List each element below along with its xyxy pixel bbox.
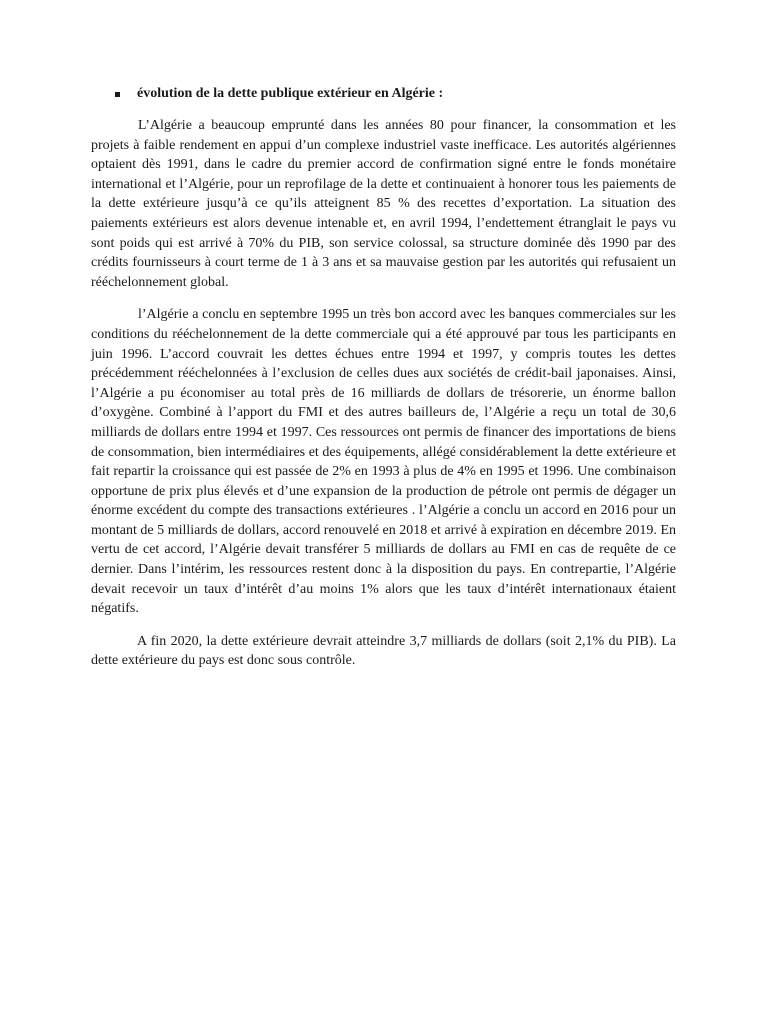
section-heading: évolution de la dette publique extérieur en Algérie : <box>137 86 444 101</box>
paragraph-2: l’Algérie a conclu en septembre 1995 un très bon accord avec les banques commerciales sur les conditions du rééchelonnement de la dette commerciale qui a été approuvé par tous les participants en juin 1996. L’accord couvrait les dettes échues entre 1994 et 1997, y compris toutes les dettes précédemment rééchelonnées à l’exclusion de celles dues aux sociétés de crédit-bail japonaises. Ainsi, l’Algérie a pu économiser au total près de 16 milliards de dollars de trésorerie, un énorme ballon d’oxygène. Combiné à l’apport du FMI et des autres bailleurs de, l’Algérie a reçu un total de 30,6 milliards de dollars entre 1994 et 1997. Ces ressources ont permis de financer des importations de biens de consommation, bien intermédiaires et des équipements, allégé considérablement la dette extérieure et fait repartir la croissance qui est passée de 2% en 1993 à plus de 4% en 1995 et 1996. Une combinaison opportune de prix plus élevés et d’une expansion de la production de pétrole ont permis de dégager un énorme excédent du compte des transactions extérieures . l’Algérie a conclu un accord en 2016 pour un montant de 5 milliards de dollars, accord renouvelé en 2018 et arrivé à expiration en décembre 2019. En vertu de cet accord, l’Algérie devait transférer 5 milliards de dollars au FMI en cas de requête de ce dernier. Dans l’intérim, les ressources restent donc à la disposition du pays. En contrepartie, l’Algérie devait recevoir un taux d’intérêt d’au moins 1% alors que les taux d’intérêt internationaux étaient négatifs. <box>91 307 676 617</box>
paragraph-3: A fin 2020, la dette extérieure devrait atteindre 3,7 milliards de dollars (soit 2,1% du PIB). La dette extérieure du pays est donc sous contrôle. <box>91 633 676 669</box>
document-body <box>91 84 676 684</box>
section-heading-row <box>91 84 676 106</box>
paragraph-1: L’Algérie a beaucoup emprunté dans les années 80 pour financer, la consommation et les projets à faible rendement en appui d’un complexe industriel vaste inefficace. Les autorités algériennes optaient dès 1991, dans le cadre du premier accord de confirmation signé entre le fonds monétaire international et l’Algérie, pour un reprofilage de la dette et continuaient à honorer tous les paiements de la dette extérieure jusqu’à ce qu’ils atteignent 85 % des recettes d’exportation. La situation des paiements extérieurs est alors devenue intenable et, en avril 1994, l’endettement étranglait le pays vu sont poids qui est arrivé à 70% du PIB, son service colossal, sa structure dominée dès 1990 par des crédits fournisseurs à court terme de 1 à 3 ans et sa mauvaise gestion par les autorités qui refusaient un rééchelonnement global. <box>91 118 676 290</box>
square-bullet-icon <box>115 92 120 97</box>
